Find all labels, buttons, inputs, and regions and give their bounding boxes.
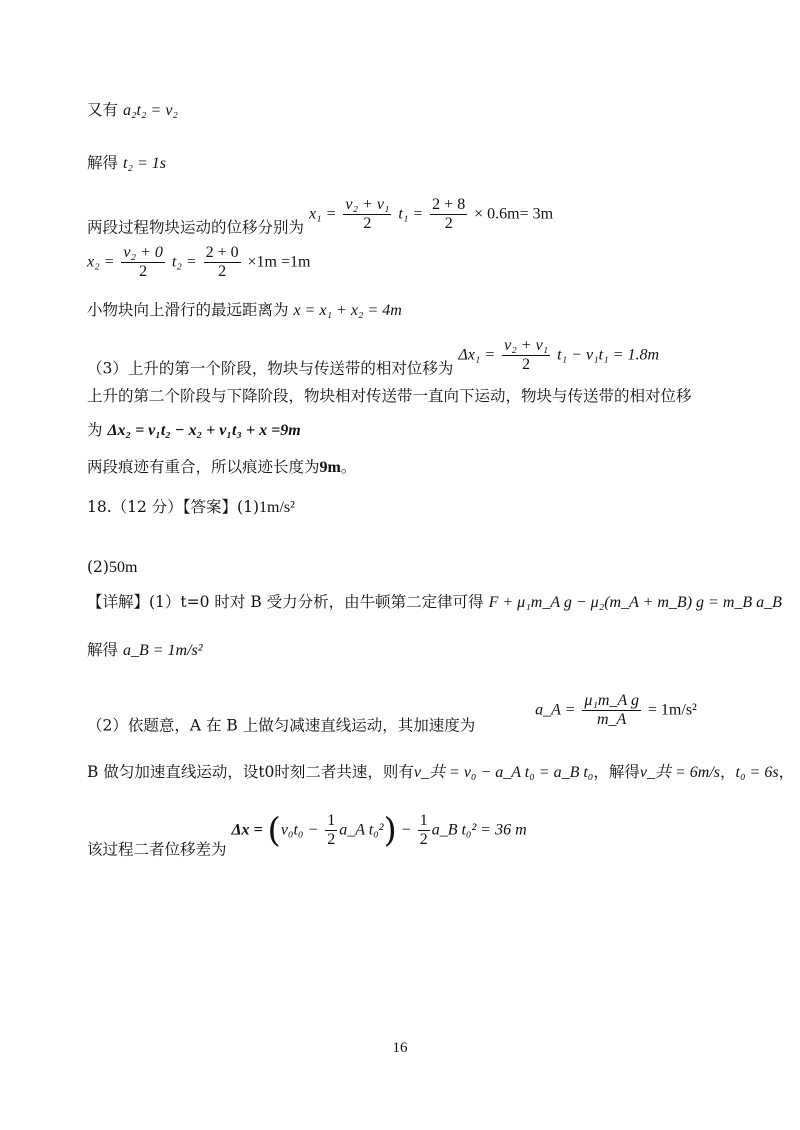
math: = 1m/s²: [647, 701, 697, 719]
line-11: [87, 557, 137, 578]
text: （3）上升的第一个阶段，物块与传送带的相对位移为: [87, 359, 454, 378]
answer: 1m/s²: [259, 499, 295, 516]
text: 【详解】(1）t=0 时对 B 受力分析，由牛顿第二定律可得: [87, 593, 484, 611]
line-1: [87, 100, 178, 121]
math: t₁ − v₁t₁ = 1.8m: [557, 346, 659, 364]
line-16: [87, 812, 527, 860]
line-3: [87, 196, 553, 238]
fraction: $\frac{1}{2}$: [327, 812, 336, 848]
line-14: [87, 692, 697, 736]
equation: Δx₂ = v₁t₂ − x₂ + v₁t₃ + x =9m: [107, 422, 301, 439]
fraction: $\frac{\text{v₂ + 0}}{2}$: [123, 244, 163, 280]
math: 9m: [319, 459, 341, 476]
text: ，: [720, 763, 736, 781]
equation: x = x₁ + x₂ = 4m: [293, 302, 402, 319]
math: −: [401, 821, 411, 839]
equation: v_共 = 6m/s: [639, 764, 721, 781]
text: 该过程二者位移差为: [87, 840, 227, 859]
fraction: $\frac{1}{2}$: [419, 812, 428, 848]
line-2: [87, 153, 166, 174]
line-15: [87, 762, 794, 783]
text: 两段过程物块运动的位移分别为: [87, 218, 305, 237]
math: Δx =: [231, 821, 263, 839]
text: B 做匀加速直线运动，设t0时刻二者共速，则有: [87, 763, 414, 781]
fraction: $\frac{\text{v₂ + v₁}}{2}$: [345, 196, 390, 232]
paren-open: (: [267, 810, 281, 851]
math: ×1m =1m: [247, 253, 311, 271]
line-10: [87, 497, 295, 518]
math: a_B t₀² = 36 m: [431, 821, 527, 839]
equation: a₂t₂ = v₂: [122, 102, 178, 119]
text: 上升的第二个阶段与下降阶段，物块相对传送带一直向下运动，物块与传送带的相对位移: [87, 387, 692, 405]
fraction: $\frac{2 + 0}{2}$: [205, 244, 239, 280]
text: ，: [778, 763, 795, 781]
math: × 0.6m= 3m: [474, 205, 554, 223]
line-4: [87, 244, 310, 281]
fraction: $\frac{\text{v₂ + v₁}}{2}$: [504, 337, 549, 373]
equation: t₂ = 1s: [122, 155, 166, 172]
math: a_A =: [535, 701, 576, 719]
line-13: [87, 640, 203, 661]
math: Δx₁ =: [458, 346, 496, 364]
line-7: [87, 386, 692, 406]
text: 两段痕迹有重合，所以痕迹长度为: [87, 458, 320, 476]
math: t₂ =: [171, 253, 197, 271]
math: v₀t₀ −: [280, 821, 319, 839]
math: x₂ =: [87, 253, 115, 271]
line-8: [87, 420, 301, 441]
line-5: [87, 300, 402, 321]
text: 小物块向上滑行的最远距离为: [87, 301, 289, 319]
equation: t₀ = 6s: [735, 764, 779, 781]
math: a_A t₀²: [339, 821, 384, 839]
text: 为: [87, 421, 103, 439]
text: 。: [340, 458, 357, 476]
text: ，解得: [593, 763, 640, 781]
answer: 50m: [108, 559, 138, 576]
text: 又有: [87, 101, 119, 119]
text: 解得: [87, 154, 119, 172]
math: t₁ =: [398, 205, 424, 223]
line-12: [87, 592, 782, 613]
line-6: [87, 337, 659, 379]
equation: F + μ₁m_A g − μ₂(m_A + m_B) g = m_B a_B: [488, 594, 782, 611]
text: (2): [87, 558, 109, 576]
equation: a_B = 1m/s²: [122, 642, 203, 659]
equation: v_共 = v₀ − a_A t₀ = a_B t₀: [413, 764, 594, 781]
page-number: 16: [392, 1040, 408, 1056]
text: （2）依题意，A 在 B 上做匀减速直线运动，其加速度为: [87, 716, 476, 735]
text: 解得: [87, 641, 119, 659]
fraction: $\frac{\text{μ₁m\_A g}}{m\_A}$: [584, 692, 639, 728]
math: x₁ =: [308, 205, 337, 223]
line-9: [87, 457, 356, 478]
paren-close: ): [383, 810, 397, 851]
fraction: $\frac{2 + 8}{2}$: [432, 196, 466, 232]
text: 18.（12 分）【答案】(1): [87, 498, 260, 516]
